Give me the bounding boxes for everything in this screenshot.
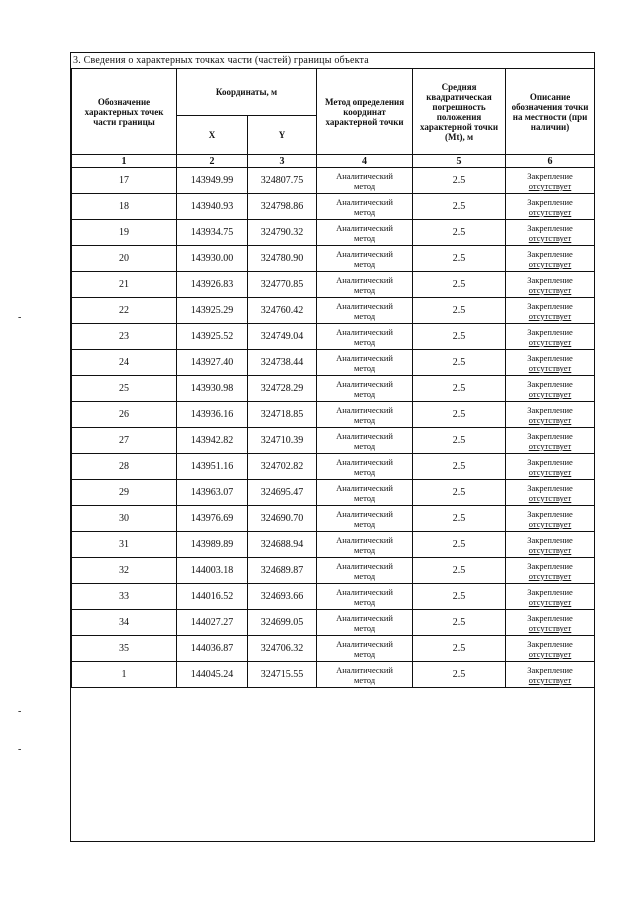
coordinate-x: 143976.69 [177, 506, 248, 532]
error-value: 2.5 [413, 610, 506, 636]
method-line: метод [353, 232, 376, 243]
fixing-text [506, 171, 594, 191]
fixing-line: отсутствует [528, 284, 572, 295]
coordinate-x: 143930.00 [177, 246, 248, 272]
coordinate-y: 324706.32 [248, 636, 317, 662]
method-text [317, 509, 412, 529]
method-cell [317, 324, 413, 350]
method-text [317, 327, 412, 347]
fixing-line: Закрепление [527, 430, 573, 441]
fixing-text [506, 509, 594, 529]
method-line: метод [353, 544, 376, 555]
description-cell [506, 558, 595, 584]
fixing-text [506, 275, 594, 295]
point-number: 19 [72, 220, 177, 246]
fixing-line: Закрепление [527, 274, 573, 285]
method-text [317, 405, 412, 425]
error-value: 2.5 [413, 194, 506, 220]
fixing-text [506, 249, 594, 269]
fixing-line: Закрепление [527, 248, 573, 259]
coordinate-x: 143930.98 [177, 376, 248, 402]
fixing-line: отсутствует [528, 466, 572, 477]
table-row [72, 558, 595, 584]
description-cell [506, 584, 595, 610]
method-cell [317, 584, 413, 610]
method-line: метод [353, 648, 376, 659]
margin-mark: - [18, 312, 22, 323]
method-line: Аналитический [336, 534, 393, 545]
fixing-line: отсутствует [528, 310, 572, 321]
method-line: метод [353, 674, 376, 685]
fixing-line: Закрепление [527, 534, 573, 545]
fixing-text [506, 197, 594, 217]
point-number: 1 [72, 662, 177, 688]
point-number: 24 [72, 350, 177, 376]
method-line: Аналитический [336, 378, 393, 389]
fixing-line: отсутствует [528, 232, 572, 243]
coordinate-y: 324790.32 [248, 220, 317, 246]
fixing-text [506, 587, 594, 607]
point-number: 32 [72, 558, 177, 584]
method-line: Аналитический [336, 430, 393, 441]
column-number: 4 [317, 155, 413, 168]
fixing-line: отсутствует [528, 648, 572, 659]
header-error: Средняя квадратическая погрешность положения характерной точки (Mt), м [413, 69, 506, 155]
description-cell [506, 324, 595, 350]
point-number: 28 [72, 454, 177, 480]
description-cell [506, 168, 595, 194]
point-number: 21 [72, 272, 177, 298]
coordinate-x: 144016.52 [177, 584, 248, 610]
method-text [317, 197, 412, 217]
column-number: 2 [177, 155, 248, 168]
table-row [72, 532, 595, 558]
column-number: 5 [413, 155, 506, 168]
fixing-line: Закрепление [527, 612, 573, 623]
error-value: 2.5 [413, 428, 506, 454]
method-cell [317, 428, 413, 454]
method-line: Аналитический [336, 482, 393, 493]
coordinate-y: 324780.90 [248, 246, 317, 272]
point-number: 26 [72, 402, 177, 428]
error-value: 2.5 [413, 558, 506, 584]
method-text [317, 249, 412, 269]
method-cell [317, 610, 413, 636]
point-number: 33 [72, 584, 177, 610]
method-text [317, 639, 412, 659]
description-cell [506, 350, 595, 376]
method-line: метод [353, 388, 376, 399]
coordinate-y: 324798.86 [248, 194, 317, 220]
header-designation: Обозначение характерных точек части границы [72, 69, 177, 155]
error-value: 2.5 [413, 636, 506, 662]
description-cell [506, 246, 595, 272]
table-row [72, 402, 595, 428]
point-number: 27 [72, 428, 177, 454]
method-line: метод [353, 466, 376, 477]
fixing-text [506, 561, 594, 581]
method-line: метод [353, 492, 376, 503]
method-cell [317, 246, 413, 272]
table-row [72, 350, 595, 376]
fixing-line: отсутствует [528, 570, 572, 581]
fixing-line: Закрепление [527, 508, 573, 519]
method-cell [317, 220, 413, 246]
method-line: Аналитический [336, 456, 393, 467]
description-cell [506, 480, 595, 506]
fixing-text [506, 353, 594, 373]
description-cell [506, 532, 595, 558]
point-number: 34 [72, 610, 177, 636]
description-cell [506, 662, 595, 688]
coordinate-y: 324760.42 [248, 298, 317, 324]
fixing-line: Закрепление [527, 560, 573, 571]
fixing-text [506, 535, 594, 555]
method-line: метод [353, 570, 376, 581]
fixing-text [506, 483, 594, 503]
point-number: 23 [72, 324, 177, 350]
method-line: Аналитический [336, 664, 393, 675]
header-coordinates: Координаты, м [177, 69, 317, 116]
method-text [317, 483, 412, 503]
method-line: Аналитический [336, 196, 393, 207]
coordinate-x: 143951.16 [177, 454, 248, 480]
description-cell [506, 272, 595, 298]
point-number: 31 [72, 532, 177, 558]
error-value: 2.5 [413, 220, 506, 246]
method-line: Аналитический [336, 352, 393, 363]
error-value: 2.5 [413, 402, 506, 428]
document-frame [70, 52, 595, 842]
method-cell [317, 298, 413, 324]
coordinate-x: 143989.89 [177, 532, 248, 558]
fixing-line: отсутствует [528, 596, 572, 607]
fixing-line: отсутствует [528, 180, 572, 191]
method-line: метод [353, 336, 376, 347]
method-line: метод [353, 258, 376, 269]
fixing-line: Закрепление [527, 352, 573, 363]
fixing-line: отсутствует [528, 492, 572, 503]
coordinate-x: 143942.82 [177, 428, 248, 454]
coordinate-y: 324699.05 [248, 610, 317, 636]
fixing-line: Закрепление [527, 378, 573, 389]
coordinate-x: 143926.83 [177, 272, 248, 298]
table-row [72, 662, 595, 688]
error-value: 2.5 [413, 298, 506, 324]
point-number: 17 [72, 168, 177, 194]
coordinate-x: 143936.16 [177, 402, 248, 428]
method-line: метод [353, 310, 376, 321]
coordinate-y: 324690.70 [248, 506, 317, 532]
method-line: метод [353, 180, 376, 191]
fixing-line: отсутствует [528, 440, 572, 451]
fixing-line: отсутствует [528, 518, 572, 529]
coordinate-x: 143963.07 [177, 480, 248, 506]
fixing-text [506, 379, 594, 399]
coordinate-y: 324749.04 [248, 324, 317, 350]
coordinate-x: 144027.27 [177, 610, 248, 636]
method-line: Аналитический [336, 560, 393, 571]
fixing-text [506, 405, 594, 425]
method-line: метод [353, 440, 376, 451]
coordinate-y: 324738.44 [248, 350, 317, 376]
point-number: 30 [72, 506, 177, 532]
margin-mark: - [18, 744, 22, 755]
fixing-line: Закрепление [527, 456, 573, 467]
method-line: Аналитический [336, 222, 393, 233]
method-line: метод [353, 518, 376, 529]
method-line: метод [353, 362, 376, 373]
coordinate-x: 144036.87 [177, 636, 248, 662]
table-body [72, 168, 595, 688]
method-line: метод [353, 596, 376, 607]
table-row [72, 428, 595, 454]
fixing-text [506, 665, 594, 685]
header-y: Y [248, 116, 317, 155]
method-text [317, 561, 412, 581]
method-text [317, 301, 412, 321]
coordinate-y: 324693.66 [248, 584, 317, 610]
coordinate-y: 324807.75 [248, 168, 317, 194]
method-text [317, 587, 412, 607]
fixing-line: Закрепление [527, 586, 573, 597]
table-row [72, 480, 595, 506]
fixing-line: отсутствует [528, 674, 572, 685]
fixing-text [506, 223, 594, 243]
method-cell [317, 376, 413, 402]
fixing-line: отсутствует [528, 362, 572, 373]
description-cell [506, 402, 595, 428]
error-value: 2.5 [413, 168, 506, 194]
fixing-line: Закрепление [527, 664, 573, 675]
error-value: 2.5 [413, 454, 506, 480]
method-text [317, 431, 412, 451]
description-cell [506, 220, 595, 246]
coordinate-y: 324689.87 [248, 558, 317, 584]
table-row [72, 168, 595, 194]
coordinate-y: 324702.82 [248, 454, 317, 480]
method-line: Аналитический [336, 248, 393, 259]
error-value: 2.5 [413, 272, 506, 298]
error-value: 2.5 [413, 480, 506, 506]
fixing-line: Закрепление [527, 170, 573, 181]
error-value: 2.5 [413, 350, 506, 376]
method-cell [317, 350, 413, 376]
method-text [317, 379, 412, 399]
fixing-line: отсутствует [528, 206, 572, 217]
error-value: 2.5 [413, 506, 506, 532]
table-row [72, 246, 595, 272]
table-row [72, 636, 595, 662]
point-number: 22 [72, 298, 177, 324]
description-cell [506, 506, 595, 532]
table-row [72, 324, 595, 350]
description-cell [506, 298, 595, 324]
method-cell [317, 636, 413, 662]
method-line: метод [353, 414, 376, 425]
fixing-line: Закрепление [527, 300, 573, 311]
method-line: Аналитический [336, 326, 393, 337]
description-cell [506, 454, 595, 480]
coordinate-x: 143925.29 [177, 298, 248, 324]
error-value: 2.5 [413, 532, 506, 558]
method-line: метод [353, 622, 376, 633]
section-title: 3. Сведения о характерных точках части (частей) границы объекта [71, 53, 594, 69]
method-cell [317, 454, 413, 480]
method-line: Аналитический [336, 612, 393, 623]
error-value: 2.5 [413, 662, 506, 688]
header-x: X [177, 116, 248, 155]
table-row [72, 298, 595, 324]
table-row [72, 584, 595, 610]
coordinate-y: 324710.39 [248, 428, 317, 454]
method-cell [317, 272, 413, 298]
fixing-line: Закрепление [527, 326, 573, 337]
description-cell [506, 610, 595, 636]
column-number: 6 [506, 155, 595, 168]
method-line: Аналитический [336, 300, 393, 311]
coordinate-y: 324728.29 [248, 376, 317, 402]
method-line: Аналитический [336, 638, 393, 649]
fixing-line: отсутствует [528, 336, 572, 347]
fixing-text [506, 327, 594, 347]
coordinate-y: 324715.55 [248, 662, 317, 688]
method-line: метод [353, 206, 376, 217]
table-row [72, 272, 595, 298]
method-cell [317, 402, 413, 428]
point-number: 29 [72, 480, 177, 506]
method-text [317, 535, 412, 555]
coordinate-x: 143927.40 [177, 350, 248, 376]
fixing-text [506, 613, 594, 633]
method-cell [317, 168, 413, 194]
method-text [317, 171, 412, 191]
point-number: 25 [72, 376, 177, 402]
fixing-text [506, 457, 594, 477]
method-text [317, 353, 412, 373]
fixing-line: отсутствует [528, 622, 572, 633]
fixing-line: Закрепление [527, 638, 573, 649]
table-row [72, 194, 595, 220]
fixing-line: отсутствует [528, 258, 572, 269]
boundary-points-table [71, 68, 595, 688]
coordinate-x: 143940.93 [177, 194, 248, 220]
method-text [317, 665, 412, 685]
error-value: 2.5 [413, 584, 506, 610]
header-description: Описание обозначения точки на местности (при наличии) [506, 69, 595, 155]
fixing-text [506, 301, 594, 321]
column-number: 1 [72, 155, 177, 168]
point-number: 18 [72, 194, 177, 220]
method-cell [317, 558, 413, 584]
table-row [72, 376, 595, 402]
fixing-line: отсутствует [528, 544, 572, 555]
method-text [317, 275, 412, 295]
error-value: 2.5 [413, 376, 506, 402]
fixing-line: Закрепление [527, 222, 573, 233]
method-text [317, 457, 412, 477]
fixing-text [506, 431, 594, 451]
error-value: 2.5 [413, 246, 506, 272]
fixing-line: отсутствует [528, 388, 572, 399]
point-number: 35 [72, 636, 177, 662]
table-row [72, 454, 595, 480]
margin-mark: - [18, 706, 22, 717]
coordinate-y: 324688.94 [248, 532, 317, 558]
method-cell [317, 662, 413, 688]
method-cell [317, 506, 413, 532]
method-text [317, 223, 412, 243]
fixing-line: Закрепление [527, 196, 573, 207]
coordinate-x: 144045.24 [177, 662, 248, 688]
description-cell [506, 636, 595, 662]
point-number: 20 [72, 246, 177, 272]
method-text [317, 613, 412, 633]
method-cell [317, 194, 413, 220]
table-row [72, 610, 595, 636]
description-cell [506, 428, 595, 454]
method-line: Аналитический [336, 404, 393, 415]
error-value: 2.5 [413, 324, 506, 350]
coordinate-x: 143934.75 [177, 220, 248, 246]
method-line: метод [353, 284, 376, 295]
coordinate-x: 143925.52 [177, 324, 248, 350]
header-method: Метод определения координат характерной точки [317, 69, 413, 155]
table-row [72, 220, 595, 246]
column-number: 3 [248, 155, 317, 168]
fixing-line: Закрепление [527, 404, 573, 415]
description-cell [506, 194, 595, 220]
method-cell [317, 532, 413, 558]
method-line: Аналитический [336, 508, 393, 519]
method-line: Аналитический [336, 170, 393, 181]
fixing-line: Закрепление [527, 482, 573, 493]
method-line: Аналитический [336, 586, 393, 597]
coordinate-y: 324770.85 [248, 272, 317, 298]
method-line: Аналитический [336, 274, 393, 285]
fixing-line: отсутствует [528, 414, 572, 425]
coordinate-y: 324695.47 [248, 480, 317, 506]
coordinate-x: 143949.99 [177, 168, 248, 194]
description-cell [506, 376, 595, 402]
coordinate-y: 324718.85 [248, 402, 317, 428]
coordinate-x: 144003.18 [177, 558, 248, 584]
fixing-text [506, 639, 594, 659]
table-row [72, 506, 595, 532]
method-cell [317, 480, 413, 506]
